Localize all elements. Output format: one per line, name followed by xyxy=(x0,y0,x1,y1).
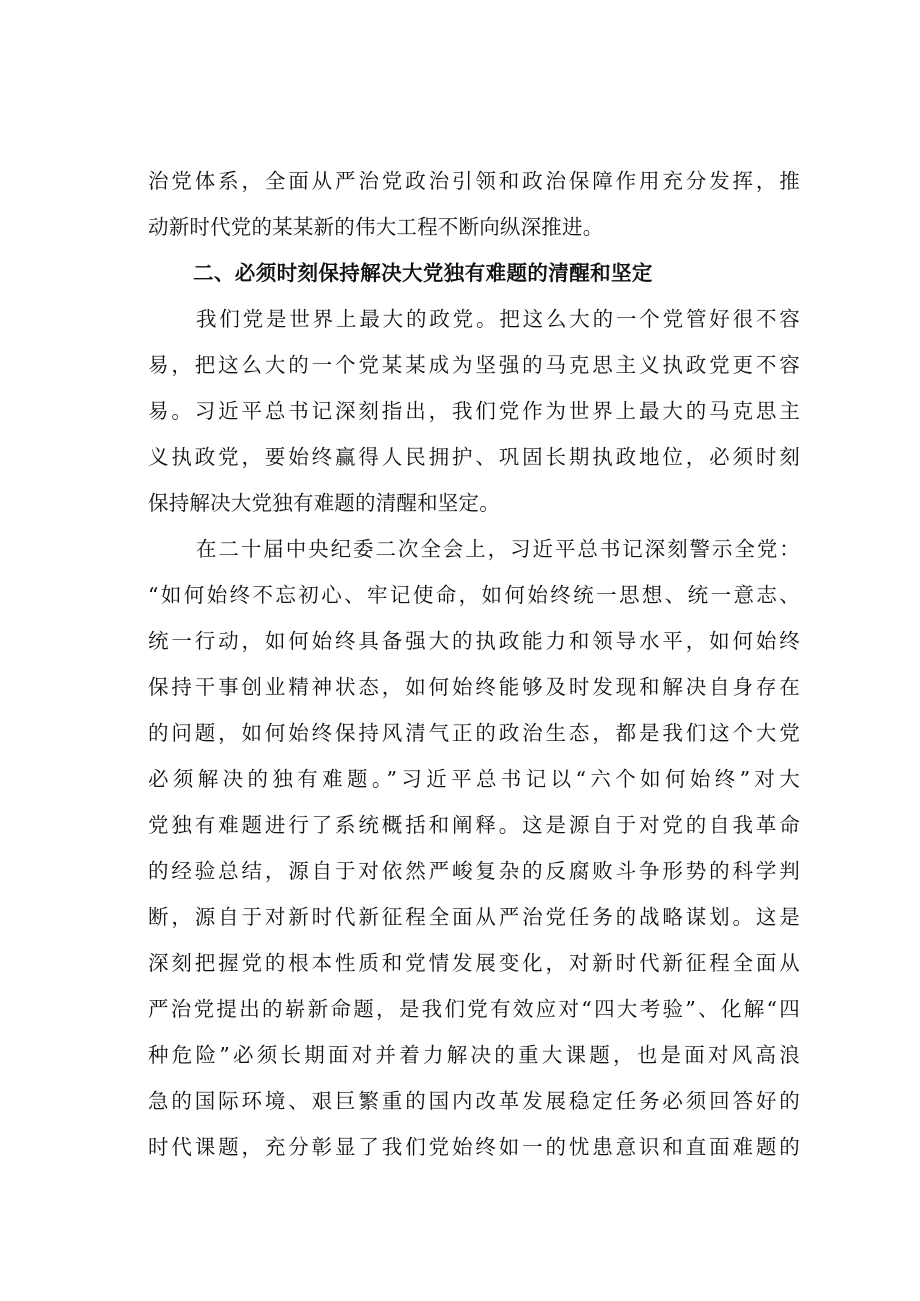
text-line: 急的国际环境、艰巨繁重的国内改革发展稳定任务必须回答好的 xyxy=(148,1089,800,1113)
text-line: 必须解决的独有难题。”习近平总书记以“六个如何始终”对大 xyxy=(148,767,800,791)
text-line: 深刻把握党的根本性质和党情发展变化，对新时代新征程全面从 xyxy=(148,951,800,975)
section-heading: 二、必须时刻保持解决大党独有难题的清醒和坚定 xyxy=(193,261,653,285)
text-line: 统一行动，如何始终具备强大的执政能力和领导水平，如何始终 xyxy=(148,629,800,653)
text-line: 易。习近平总书记深刻指出，我们党作为世界上最大的马克思主 xyxy=(148,399,800,423)
text-line: 保持干事创业精神状态，如何始终能够及时发现和解决自身存在 xyxy=(148,675,800,699)
paragraph-2 xyxy=(148,526,800,1170)
text-line: 治党体系，全面从严治党政治引领和政治保障作用充分发挥，推 xyxy=(148,169,800,193)
text-line: 党独有难题进行了系统概括和阐释。这是源自于对党的自我革命 xyxy=(148,813,800,837)
text-line: 在二十届中央纪委二次全会上，习近平总书记深刻警示全党： xyxy=(196,537,800,561)
text-line: 义执政党，要始终赢得人民拥护、巩固长期执政地位，必须时刻 xyxy=(148,445,800,469)
text-line: 严治党提出的崭新命题，是我们党有效应对“四大考验”、化解“四 xyxy=(148,997,800,1021)
text-line: 种危险”必须长期面对并着力解决的重大课题，也是面对风高浪 xyxy=(148,1043,800,1067)
paragraph-1 xyxy=(148,296,800,526)
text-line: 易，把这么大的一个党某某成为坚强的马克思主义执政党更不容 xyxy=(148,353,800,377)
text-line: 我们党是世界上最大的政党。把这么大的一个党管好很不容 xyxy=(196,307,800,331)
text-line: 断，源自于对新时代新征程全面从严治党任务的战略谋划。这是 xyxy=(148,905,800,929)
text-line: 的问题，如何始终保持风清气正的政治生态，都是我们这个大党 xyxy=(148,721,800,745)
document-body xyxy=(148,158,800,1170)
text-line: 时代课题，充分彰显了我们党始终如一的忧患意识和直面难题的 xyxy=(148,1135,800,1159)
text-line: 的经验总结，源自于对依然严峻复杂的反腐败斗争形势的科学判 xyxy=(148,859,800,883)
text-line: 动新时代党的某某新的伟大工程不断向纵深推进。 xyxy=(148,215,604,239)
text-line: “如何始终不忘初心、牢记使命，如何始终统一思想、统一意志、 xyxy=(148,583,800,607)
text-line: 保持解决大党独有难题的清醒和坚定。 xyxy=(148,491,500,515)
continuation-paragraph xyxy=(148,158,800,250)
